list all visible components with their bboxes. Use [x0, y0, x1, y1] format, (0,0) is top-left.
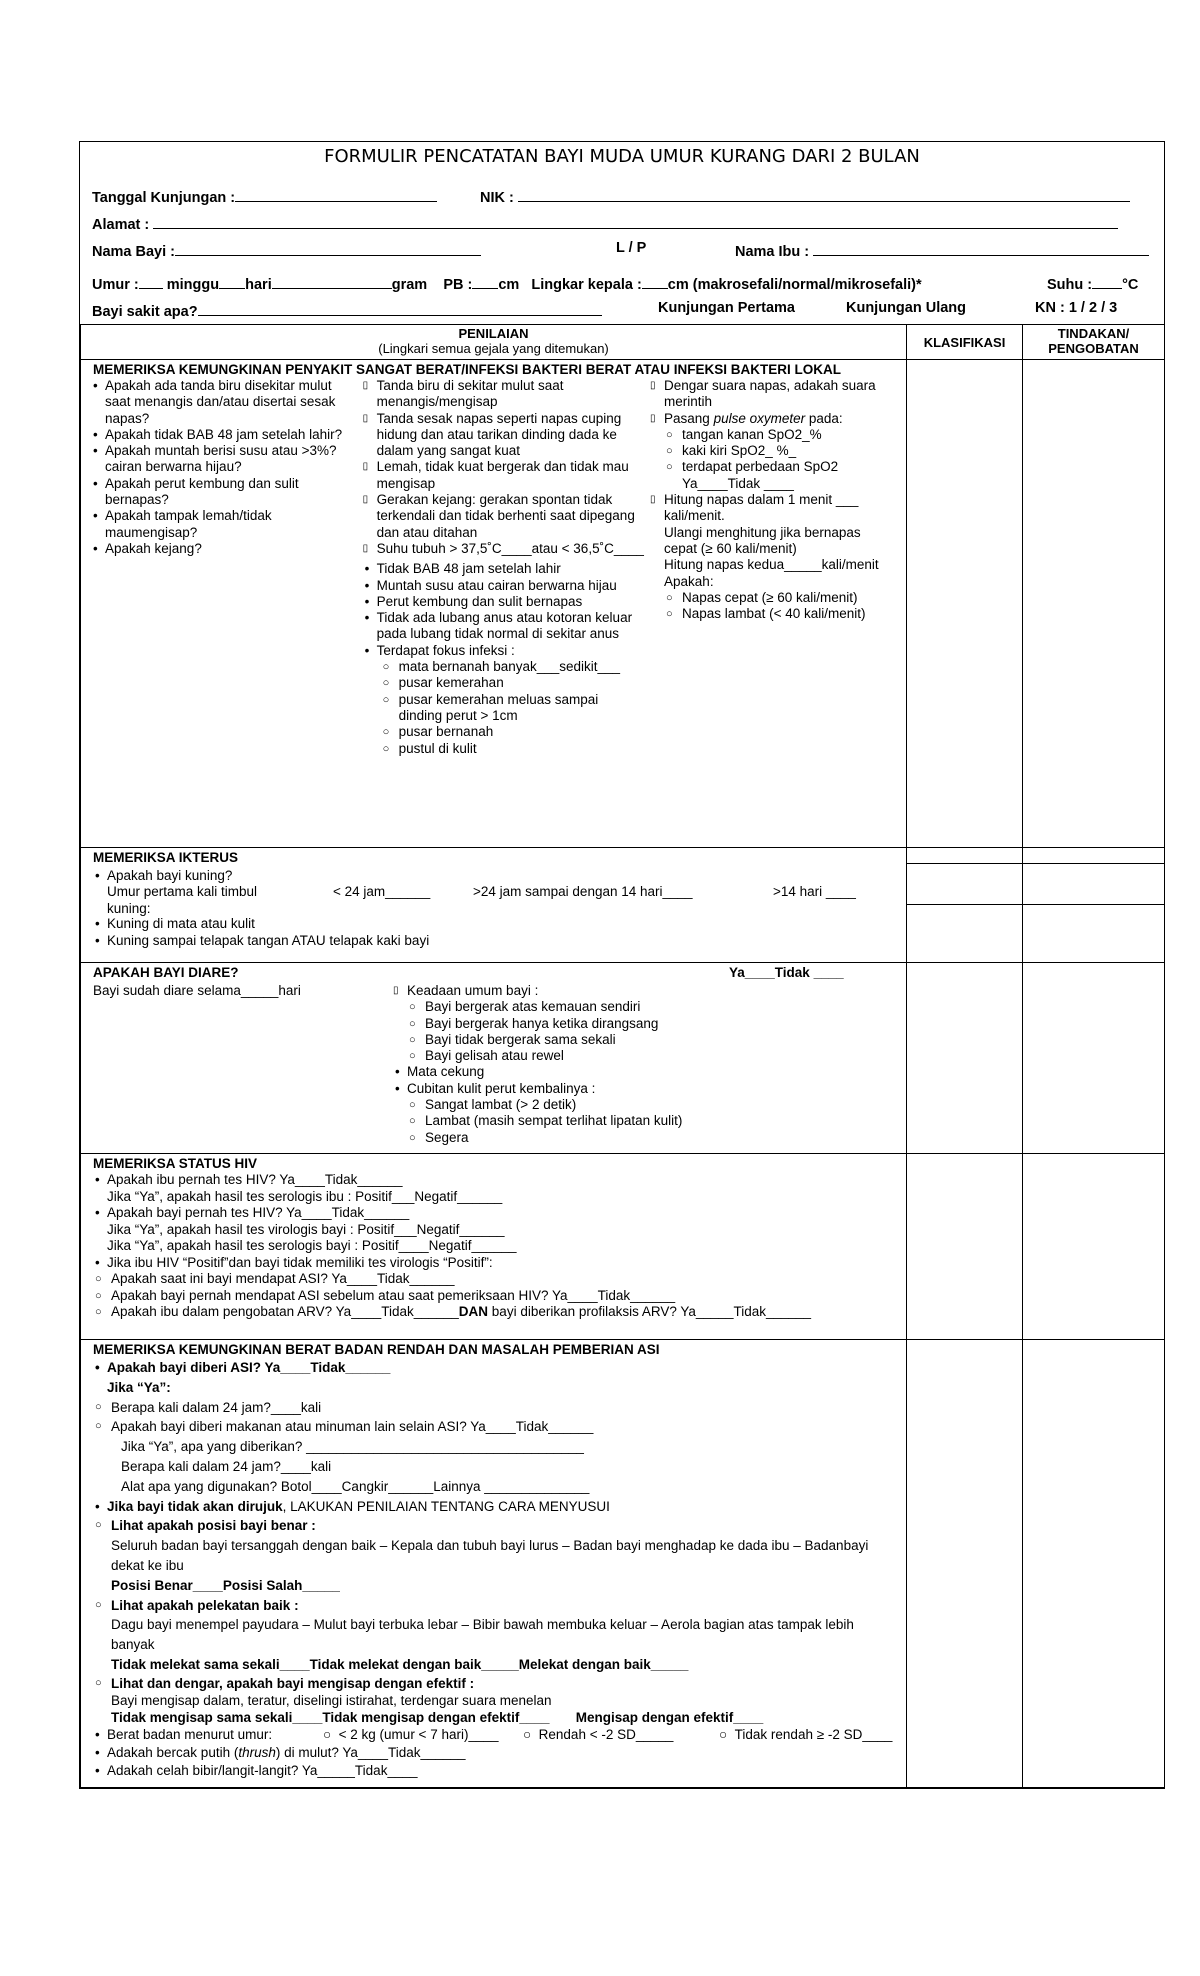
diare-keadaan: [393, 983, 813, 999]
section-diare-head: [81, 963, 906, 981]
pb-label: PB :: [443, 277, 473, 293]
diare-lama[interactable]: Bayi sudah diare selama_____hari: [93, 983, 301, 998]
kn-selector[interactable]: KN : 1 / 2 / 3: [1035, 300, 1118, 316]
gram-label: gram: [391, 277, 428, 293]
hiv-l3: Apakah bayi pernah tes HIV? Ya____Tidak______: [107, 1205, 410, 1220]
infeksi-question-6[interactable]: • Apakah kejang?: [91, 541, 357, 557]
mengisap-result-1: Tidak mengisap sama sekali____Tidak mengisap dengan efektif____: [111, 1709, 550, 1725]
menyusui-q-bold: Jika bayi tidak akan dirujuk: [107, 1498, 283, 1514]
cubitan-option-2[interactable]: ○ Lambat (masih sempat terlihat lipatan kulit): [407, 1113, 813, 1129]
tindakan-bbrendah[interactable]: [1023, 1340, 1165, 1788]
bb-o1-text: < 2 kg (umur < 7 hari)____: [338, 1726, 499, 1742]
umur-hari-field[interactable]: [219, 273, 245, 289]
bb-o2[interactable]: ○ Rendah < -2 SD_____: [523, 1726, 674, 1742]
hiv-l5: Jika “Ya”, apakah hasil tes serologis bayi : Positif____Negatif______: [107, 1238, 517, 1253]
section-bbrendah: [81, 1340, 907, 1788]
klasifikasi-ikterus[interactable]: [907, 848, 1023, 963]
infeksi-question-4[interactable]: • Apakah perut kembung dan sulit bernapas?: [91, 476, 357, 509]
sakit-field[interactable]: [198, 300, 602, 316]
cubitan-item[interactable]: • Cubitan kulit perut kembalinya :: [393, 1081, 813, 1097]
spo2-diff-item[interactable]: [664, 459, 896, 492]
section-diare: [81, 963, 907, 1154]
infeksi-sign-4[interactable]: ▯ Gerakan kejang: gerakan spontan tidak terkendali dan tidak berhenti saat dipegang dan atau ditahan: [363, 492, 644, 541]
tindakan-hiv[interactable]: [1023, 1154, 1165, 1340]
bercak-thrush: thrush: [238, 1744, 276, 1760]
fokus-infeksi-1[interactable]: ○ mata bernanah banyak___sedikit___: [381, 659, 644, 675]
section-hiv-title: MEMERIKSA STATUS HIV: [93, 1156, 258, 1171]
pelekatan-text: Dagu bayi menempel payudara – Mulut bayi terbuka lebar – Bibir bawah membuka keluar – Aerola bagian atas tampak lebih banyak: [111, 1617, 854, 1653]
form: [79, 141, 1165, 1789]
keadaan-option-1[interactable]: ○ Bayi bergerak atas kemauan sendiri: [407, 999, 813, 1015]
infeksi-sign-2[interactable]: ▯ Tanda sesak napas seperti napas cuping hidung dan atau tarikan dinding dada ke dalam yang sangat kuat: [363, 411, 644, 460]
celah-item[interactable]: • Adakah celah bibir/langit-langit? Ya_____Tidak____: [93, 1762, 894, 1780]
sakit-label: Bayi sakit apa?: [92, 304, 198, 320]
section-ikterus-title: MEMERIKSA IKTERUS: [93, 850, 239, 865]
menyusui-list: [93, 1497, 894, 1517]
pelekatan-result: Tidak melekat sama sekali____Tidak melekat dengan baik_____Melekat dengan baik_____: [111, 1656, 689, 1672]
alamat-label: Alamat :: [92, 217, 150, 233]
posisi-result: Posisi Benar____Posisi Salah_____: [111, 1577, 340, 1593]
diare-yatidak[interactable]: Ya____Tidak ____: [729, 965, 844, 980]
spo2-list: [650, 427, 896, 460]
hiv-l4: Jika “Ya”, apakah hasil tes virologis bayi : Positif___Negatif______: [107, 1221, 505, 1237]
hiv-list: [93, 1172, 894, 1271]
alamat-field[interactable]: [153, 213, 1118, 229]
hiv-o3[interactable]: [93, 1304, 894, 1321]
suhu-field[interactable]: [1092, 273, 1122, 289]
hiv-o3a: Apakah ibu dalam pengobatan ARV? Ya____Tidak______: [111, 1304, 459, 1319]
apakah-text: Apakah:: [664, 573, 714, 589]
hitung-napas-item[interactable]: [650, 492, 896, 590]
infeksi-sign-3[interactable]: ▯ Lemah, tidak kuat bergerak dan tidak mau mengisap: [363, 459, 644, 492]
cubitan-options: [393, 1097, 813, 1146]
tindakan-header: [1023, 325, 1165, 360]
asi-o2[interactable]: ○ Apakah bayi diberi makanan atau minuman lain selain ASI? Ya____Tidak______: [93, 1417, 894, 1437]
menyusui-options: [93, 1516, 894, 1725]
cubitan-option-1[interactable]: ○ Sangat lambat (> 2 detik): [407, 1097, 813, 1113]
bb-o2-text: Rendah < -2 SD_____: [538, 1726, 674, 1742]
asi-list: [93, 1358, 894, 1378]
infeksi-question-1[interactable]: • Apakah ada tanda biru disekitar mulut saat menangis dan/atau disertai sesak napas?: [91, 378, 357, 427]
ikterus-opt-24[interactable]: < 24 jam______: [333, 884, 431, 900]
klasifikasi-ikterus-top[interactable]: [907, 848, 1022, 864]
pulse-oxymeter-text: pulse oxymeter: [713, 410, 806, 426]
bb-item[interactable]: [93, 1726, 894, 1744]
hari-label: hari: [245, 277, 272, 293]
posisi-item[interactable]: [93, 1516, 894, 1595]
tindakan-diare[interactable]: [1023, 963, 1165, 1154]
pasang-text: Pasang: [664, 410, 714, 426]
klasifikasi-ikterus-mid[interactable]: [907, 864, 1022, 905]
hiv-bayi-tes[interactable]: [93, 1205, 894, 1255]
ikterus-list-2: [93, 916, 894, 949]
berat-field[interactable]: [272, 273, 392, 289]
klasifikasi-infeksi[interactable]: [907, 360, 1023, 848]
hiv-options: [93, 1271, 894, 1321]
pelekatan-title: Lihat apakah pelekatan baik :: [111, 1597, 299, 1613]
hiv-dan: DAN: [458, 1304, 489, 1319]
fokus-infeksi-3[interactable]: ○ pusar kemerahan meluas sampai dinding perut > 1cm: [381, 692, 644, 725]
hiv-o3c: bayi diberikan profilaksis ARV? Ya_____Tidak______: [488, 1304, 812, 1319]
fokus-infeksi-4[interactable]: ○ pusar bernanah: [381, 724, 644, 740]
ulangi-text: Ulangi menghitung jika bernapas cepat (≥ 60 kali/menit): [664, 524, 861, 556]
ikterus-q1[interactable]: • Apakah bayi kuning?: [93, 868, 894, 884]
fokus-infeksi-5[interactable]: ○ pustul di kulit: [381, 741, 644, 757]
section-hiv: [81, 1154, 907, 1340]
asi-q1[interactable]: • Apakah bayi diberi ASI? Ya____Tidak______: [93, 1358, 894, 1378]
bb-list: [93, 1726, 894, 1780]
form-title: FORMULIR PENCATATAN BAYI MUDA UMUR KURANG DARI 2 BULAN: [324, 146, 920, 167]
hiv-positif[interactable]: • Jika ibu HIV “Positif”dan bayi tidak memiliki tes virologis “Positif”:: [93, 1255, 894, 1272]
asi-options: [93, 1398, 894, 1438]
ikterus-list: [93, 868, 894, 884]
section-infeksi: [81, 360, 907, 848]
lingkar-options[interactable]: cm (makrosefali/normal/mikrosefali)*: [667, 277, 922, 293]
section-diare-title: APAKAH BAYI DIARE?: [93, 965, 239, 980]
tindakan-ikterus[interactable]: [1023, 848, 1165, 963]
spo2-diff-text: terdapat perbedaan SpO2: [682, 459, 839, 475]
suhu-label: Suhu :: [1047, 277, 1093, 293]
keadaan-item[interactable]: ▯ Keadaan umum bayi :: [393, 983, 813, 999]
klasifikasi-bbrendah[interactable]: [907, 1340, 1023, 1788]
pelekatan-item[interactable]: [93, 1596, 894, 1675]
hitung-napas-text: Hitung napas dalam 1 menit ___ kali/menit.: [664, 492, 859, 524]
infeksi-questions: [91, 378, 357, 557]
infeksi-sign-b-1[interactable]: • Tidak BAB 48 jam setelah lahir: [363, 561, 644, 577]
bb-label: Berat badan menurut umur:: [107, 1726, 273, 1742]
kunjungan-ulang[interactable]: Kunjungan Ulang: [846, 300, 967, 316]
pada-text: pada:: [805, 410, 843, 426]
lp-label[interactable]: L / P: [616, 240, 647, 256]
merintih-item[interactable]: ▯ Dengar suara napas, adakah suara merintih: [650, 378, 896, 411]
tanggal-field[interactable]: [235, 186, 437, 202]
infeksi-sign-b-4[interactable]: • Tidak ada lubang anus atau kotoran keluar pada lubang tidak normal di sekitar anus: [363, 610, 644, 643]
nama-ibu-field[interactable]: [813, 240, 1149, 256]
infeksi-sign-5[interactable]: ▯ Suhu tubuh > 37,5˚C____atau < 36,5˚C____: [363, 541, 644, 557]
spo2-option-2[interactable]: ○ kaki kiri SpO2_ %_: [664, 443, 896, 459]
ikterus-umur-label: Umur pertama kali timbul kuning:: [107, 884, 258, 916]
bercak-c: ) di mulut? Ya____Tidak______: [275, 1744, 466, 1760]
infeksi-sign-b-3[interactable]: • Perut kembung dan sulit bernapas: [363, 594, 644, 610]
umur-minggu-field[interactable]: [139, 273, 163, 289]
napas-option-1[interactable]: ○ Napas cepat (≥ 60 kali/menit): [664, 590, 896, 606]
asi-o1[interactable]: ○ Berapa kali dalam 24 jam?____kali: [93, 1398, 894, 1418]
cubitan-option-3[interactable]: ○ Segera: [407, 1130, 813, 1146]
ikterus-q3[interactable]: • Kuning sampai telapak tangan ATAU telapak kaki bayi: [93, 933, 894, 949]
pb-field[interactable]: [472, 273, 498, 289]
tindakan-ikterus-top[interactable]: [1023, 848, 1164, 864]
mengisap-text: Bayi mengisap dalam, teratur, diselingi istirahat, terdengar suara menelan: [111, 1692, 552, 1708]
nik-label: NIK :: [480, 190, 514, 206]
tindakan-infeksi[interactable]: [1023, 360, 1165, 848]
penilaian-header: [81, 325, 907, 360]
umur-label: Umur :: [92, 277, 139, 293]
mengisap-result-2: Mengisap dengan efektif____: [575, 1709, 764, 1725]
section-infeksi-title: MEMERIKSA KEMUNGKINAN PENYAKIT SANGAT BERAT/INFEKSI BAKTERI BERAT ATAU INFEKSI BAKTERI LOKAL: [93, 362, 842, 377]
infeksi-sign-b-5[interactable]: • Terdapat fokus infeksi :: [363, 643, 644, 659]
klasifikasi-label: KLASIFIKASI: [923, 334, 1006, 350]
spo2-diff: [650, 459, 896, 492]
assessment-table: [80, 324, 1165, 1788]
keadaan-option-4[interactable]: ○ Bayi gelisah atau rewel: [407, 1048, 813, 1064]
infeksi-signs-a: [363, 378, 644, 557]
asi-l1[interactable]: Jika “Ya”, apa yang diberikan? _____________________________________: [121, 1439, 584, 1455]
menyusui-q[interactable]: [93, 1497, 894, 1517]
bercak-a: Adakah bercak putih (: [107, 1744, 239, 1760]
asi-l2[interactable]: Berapa kali dalam 24 jam?____kali: [121, 1458, 332, 1474]
suhu-unit: °C: [1122, 277, 1139, 293]
section-ikterus: [81, 848, 907, 963]
hitung-napas: [650, 492, 896, 590]
klasifikasi-hiv[interactable]: [907, 1154, 1023, 1340]
hiv-ibu-tes[interactable]: [93, 1172, 894, 1205]
infeksi-napas: [650, 378, 896, 427]
asi-jika: Jika “Ya”:: [107, 1379, 171, 1395]
ikterus-q2[interactable]: • Kuning di mata atau kulit: [93, 916, 894, 932]
hiv-o2[interactable]: ○ Apakah bayi pernah mendapat ASI sebelum atau saat pemeriksaan HIV? Ya____Tidak______: [93, 1288, 894, 1305]
header-fields: [80, 176, 1164, 324]
ikterus-umur-row: [93, 884, 894, 916]
infeksi-question-3[interactable]: • Apakah muntah berisi susu atau >3%? cairan berwarna hijau?: [91, 443, 357, 476]
asi-l3[interactable]: Alat apa yang digunakan? Botol____Cangkir______Lainnya ______________: [121, 1478, 590, 1494]
nama-bayi-field[interactable]: [175, 240, 481, 256]
lingkar-label: Lingkar kepala :: [531, 277, 642, 293]
pulse-oxymeter-item[interactable]: [650, 411, 896, 427]
keadaan-option-3[interactable]: ○ Bayi tidak bergerak sama sekali: [407, 1032, 813, 1048]
minggu-label: minggu: [166, 277, 220, 293]
mengisap-title: Lihat dan dengar, apakah bayi mengisap dengan efektif :: [111, 1675, 475, 1691]
ikterus-opt-gt14[interactable]: >14 hari ____: [773, 884, 856, 900]
hitung-kedua-text: Hitung napas kedua_____kali/menit: [664, 557, 879, 573]
nama-bayi-label: Nama Bayi :: [92, 244, 176, 260]
keadaan-option-2[interactable]: ○ Bayi bergerak hanya ketika dirangsang: [407, 1016, 813, 1032]
infeksi-question-2[interactable]: • Apakah tidak BAB 48 jam setelah lahir?: [91, 427, 357, 443]
mengisap-item[interactable]: [93, 1675, 894, 1726]
napas-option-2[interactable]: ○ Napas lambat (< 40 kali/menit): [664, 606, 896, 622]
nik-field[interactable]: [518, 186, 1130, 202]
penilaian-subtitle: (Lingkari semua gejala yang ditemukan): [378, 341, 609, 356]
hiv-o1[interactable]: ○ Apakah saat ini bayi mendapat ASI? Ya____Tidak______: [93, 1271, 894, 1288]
infeksi-fokus: [363, 659, 644, 757]
menyusui-q-rest: , LAKUKAN PENILAIAN TENTANG CARA MENYUSUI: [282, 1498, 610, 1514]
mata-cekung[interactable]: • Mata cekung: [393, 1064, 813, 1080]
hiv-l1: Apakah ibu pernah tes HIV? Ya____Tidak______: [107, 1172, 403, 1187]
lingkar-field[interactable]: [642, 273, 668, 289]
penilaian-title: PENILAIAN: [458, 326, 529, 341]
hiv-l2: Jika “Ya”, apakah hasil tes serologis ibu : Positif___Negatif______: [107, 1188, 503, 1204]
bercak-item[interactable]: [93, 1744, 894, 1762]
fokus-infeksi-2[interactable]: ○ pusar kemerahan: [381, 675, 644, 691]
section-bbrendah-title: MEMERIKSA KEMUNGKINAN BERAT BADAN RENDAH DAN MASALAH PEMBERIAN ASI: [93, 1342, 660, 1357]
kunjungan-pertama[interactable]: Kunjungan Pertama: [658, 300, 795, 316]
posisi-title: Lihat apakah posisi bayi benar :: [111, 1518, 316, 1534]
tanggal-label: Tanggal Kunjungan :: [92, 190, 236, 206]
klasifikasi-header: [907, 325, 1023, 360]
infeksi-sign-b-2[interactable]: • Muntah susu atau cairan berwarna hijau: [363, 578, 644, 594]
infeksi-question-5[interactable]: • Apakah tampak lemah/tidak maumengisap?: [91, 508, 357, 541]
bb-o3[interactable]: ○ Tidak rendah ≥ -2 SD____: [719, 1726, 893, 1742]
posisi-text: Seluruh badan bayi tersanggah dengan baik – Kepala dan tubuh bayi lurus – Badan bayi menghadap ke dada ibu – Badanbayi dekat ke ibu: [111, 1538, 869, 1573]
tindakan-label: TINDAKAN/ PENGOBATAN: [1048, 326, 1139, 356]
tindakan-ikterus-mid[interactable]: [1023, 864, 1164, 905]
diare-tanda: [393, 1064, 813, 1097]
ikterus-opt-14[interactable]: >24 jam sampai dengan 14 hari____: [473, 884, 693, 900]
pb-cm-label: cm: [498, 277, 520, 293]
napas-options: [650, 590, 896, 623]
keadaan-options: [393, 999, 813, 1064]
klasifikasi-diare[interactable]: [907, 963, 1023, 1154]
bb-o1[interactable]: ○ < 2 kg (umur < 7 hari)____: [323, 1726, 499, 1742]
spo2-yatidak: Ya____Tidak ____: [682, 475, 794, 491]
nama-ibu-label: Nama Ibu :: [735, 244, 810, 260]
infeksi-sign-1[interactable]: ▯ Tanda biru di sekitar mulut saat menangis/mengisap: [363, 378, 644, 411]
spo2-option-1[interactable]: ○ tangan kanan SpO2_%: [664, 427, 896, 443]
bb-o3-text: Tidak rendah ≥ -2 SD____: [734, 1726, 893, 1742]
infeksi-signs-b: [363, 561, 644, 659]
